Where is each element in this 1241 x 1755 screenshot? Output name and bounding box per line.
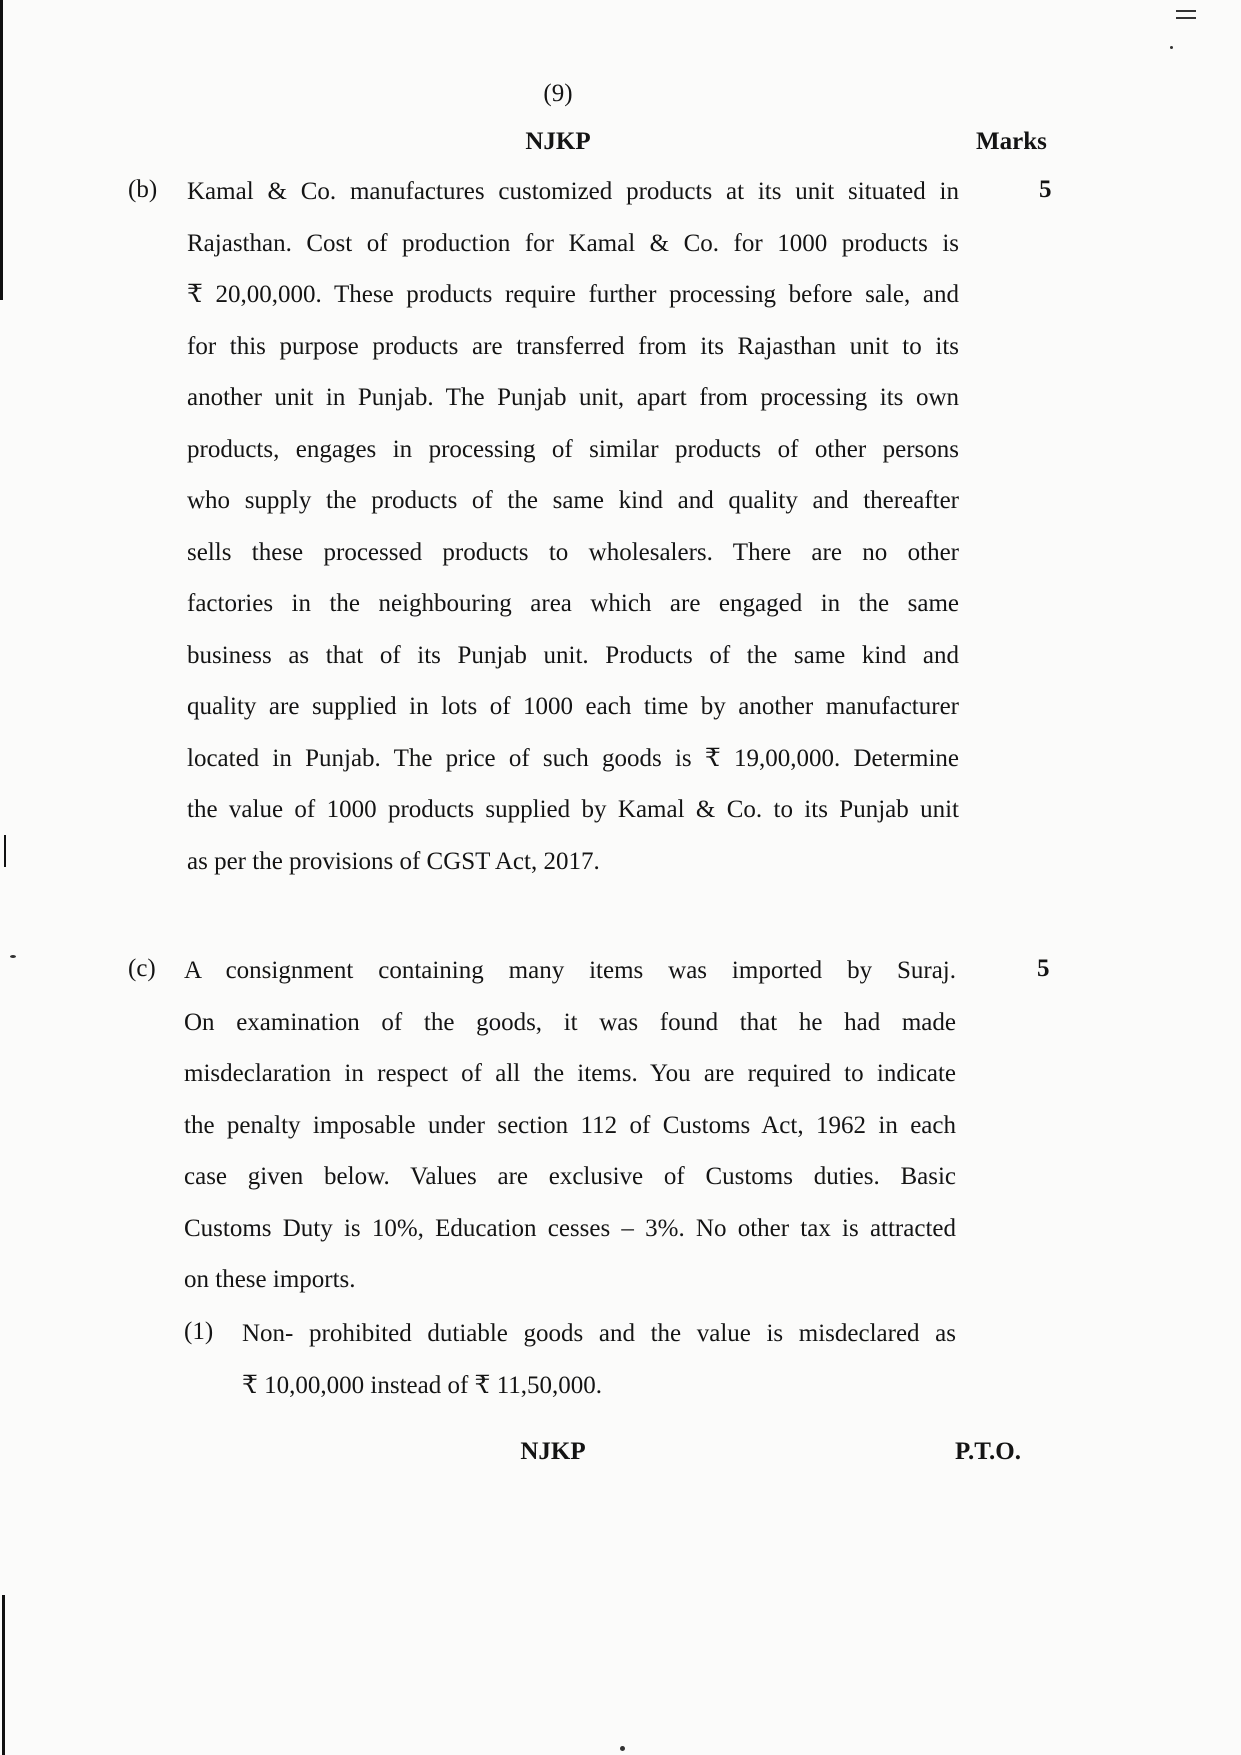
question-b-line: business as that of its Punjab unit. Products of the same kind and — [187, 641, 959, 669]
question-c-line: A consignment containing many items was imported by Suraj. — [184, 957, 956, 984]
marks-column-heading: Marks — [976, 128, 1047, 155]
scan-edge-mid-left — [4, 835, 6, 867]
paper-code-footer: NJKP — [520, 1438, 586, 1465]
paper-code-header: NJKP — [525, 128, 591, 155]
question-c-text — [184, 945, 956, 1306]
question-b-line: products, engages in processing of similar products of other persons — [187, 435, 959, 463]
scan-speck — [620, 1746, 625, 1751]
question-c-label: (c) — [128, 955, 156, 982]
question-c-line: on these imports. — [184, 1266, 356, 1293]
question-b-line: located in Punjab. The price of such goods is ₹ 19,00,000. Determine — [187, 744, 959, 772]
scan-edge-bottom-left — [2, 1595, 5, 1755]
sub-item-1-text — [242, 1308, 956, 1411]
question-b-line: Rajasthan. Cost of production for Kamal & Co. for 1000 products is — [187, 229, 959, 257]
question-c-marks: 5 — [1037, 955, 1050, 982]
question-b-text — [187, 166, 959, 887]
question-c-line: the penalty imposable under section 112 of Customs Act, 1962 in each — [184, 1111, 956, 1139]
please-turn-over: P.T.O. — [955, 1438, 1021, 1465]
question-c-line: case given below. Values are exclusive of Customs duties. Basic — [184, 1163, 956, 1190]
question-b-line: Kamal & Co. manufactures customized products at its unit situated in — [187, 178, 959, 205]
scan-speck — [10, 955, 16, 958]
page-number: (9) — [543, 80, 573, 107]
sub-item-1-line: ₹ 10,00,000 instead of ₹ 11,50,000. — [242, 1371, 603, 1399]
question-b-line: quality are supplied in lots of 1000 each time by another manufacturer — [187, 693, 959, 720]
question-b-line: another unit in Punjab. The Punjab unit, apart from processing its own — [187, 384, 959, 411]
question-b-line: factories in the neighbouring area which are engaged in the same — [187, 590, 959, 617]
scan-speck — [1176, 17, 1196, 19]
question-c-line: On examination of the goods, it was found that he had made — [184, 1008, 956, 1036]
question-b-label: (b) — [128, 176, 158, 203]
question-b-line: ₹ 20,00,000. These products require further processing before sale, and — [187, 281, 959, 308]
question-b-line: as per the provisions of CGST Act, 2017. — [187, 847, 600, 875]
question-b-line: who supply the products of the same kind and quality and thereafter — [187, 487, 959, 514]
sub-item-1-line: Non- prohibited dutiable goods and the value is misdeclared as — [242, 1320, 956, 1347]
question-b-line: the value of 1000 products supplied by Kamal & Co. to its Punjab unit — [187, 796, 959, 823]
sub-item-1-label: (1) — [184, 1318, 214, 1345]
question-b-line: sells these processed products to wholesalers. There are no other — [187, 538, 959, 566]
scan-speck — [1170, 46, 1173, 49]
question-b-line: for this purpose products are transferred from its Rajasthan unit to its — [187, 332, 959, 360]
scan-speck — [1176, 10, 1196, 12]
question-c-line: misdeclaration in respect of all the items. You are required to indicate — [184, 1060, 956, 1087]
question-c-line: Customs Duty is 10%, Education cesses – 3%. No other tax is attracted — [184, 1214, 956, 1242]
question-b-marks: 5 — [1039, 176, 1052, 203]
